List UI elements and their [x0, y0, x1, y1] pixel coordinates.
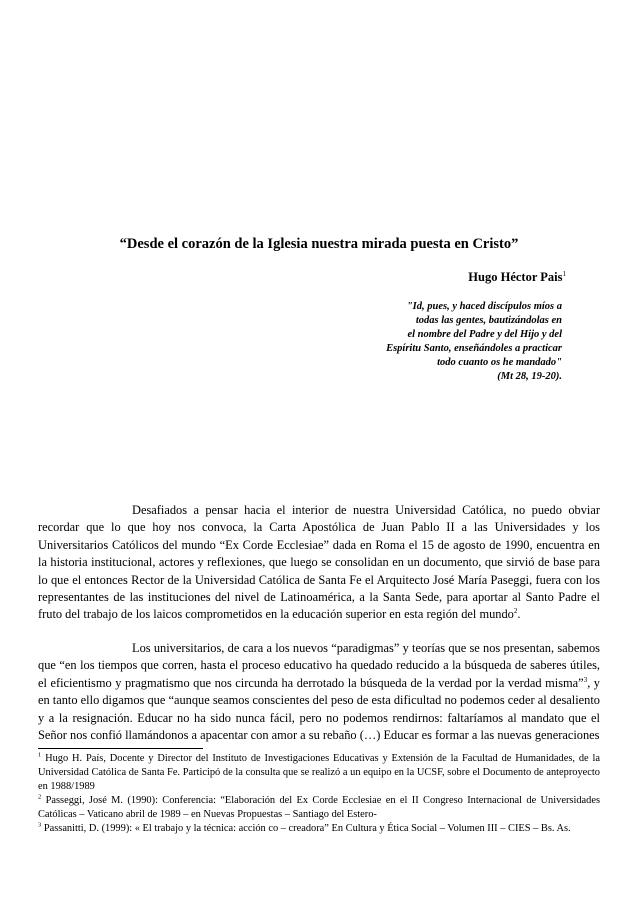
footnote-text: Hugo H. País, Docente y Director del Instituto de Investigaciones Educativas y Extensión de la Facultad de Humanidades, de la Universidad Católica de Santa Fe. Participó de la consulta que se realizó a un equipo en la UCSF, sobre el Documento de anteproyecto en 1988/1989: [38, 753, 600, 792]
epigraph-line: todas las gentes, bautizándolas en: [415, 315, 562, 326]
footnote-ref-3: 3: [583, 675, 588, 684]
epigraph-line: Espíritu Santo, enseñándoles a practicar: [386, 343, 562, 354]
footnote-2: [38, 794, 600, 822]
body-paragraph-2: [38, 640, 600, 744]
epigraph-line: el nombre del Padre y del Hijo y del: [407, 329, 562, 340]
epigraph-line: "Id, pues, y haced discípulos míos a: [406, 301, 562, 312]
footnote-3: [38, 822, 600, 836]
paragraph-text: [38, 640, 600, 744]
paragraph-text: [38, 502, 600, 624]
epigraph: [322, 300, 562, 384]
epigraph-citation: (Mt 28, 19-20).: [497, 371, 562, 382]
footnote-ref-2: 2: [513, 607, 518, 616]
paragraph-2-text-a: Los universitarios, de cara a los nuevos “paradigmas” y teorías que se nos presentan, sabemos que “en los tiempos que corren, hasta el proceso educativo ha quedado reducido a la búsqueda de saberes útiles, el eficientismo y pragmatismo que nos circunda ha derrotado la búsqueda de la verdad por la verdad misma”: [38, 641, 600, 690]
footnote-mark: 1: [38, 751, 42, 759]
footnote-1: [38, 752, 600, 794]
footnotes: [38, 752, 600, 836]
footnote-text: Passeggi, José M. (1990): Conferencia: “Elaboración del Ex Corde Ecclesiae en el II Congreso Internacional de Universidades Católicas – Vaticano abril de 1989 – en Nuevas Propuestas – Santiago del Estero-: [38, 795, 600, 820]
author-line: [468, 270, 566, 285]
paragraph-1-text: Desafiados a pensar hacia el interior de nuestra Universidad Católica, no puedo obviar recordar que lo que hoy nos convoca, la Carta Apostólica de Juan Pablo II a las Universidades y los Universitarios Católicos del mundo “Ex Corde Ecclesiae” dada en Roma el 15 de agosto de 1990, encuentra en la historia institucional, actores y reflexiones, que luego se consolidan en un documento, que sirvió de base para lo que el entonces Rector de la Universidad Católica de Santa Fe el Arquitecto José María Paseggi, fuera con los representantes de las instituciones del nivel de Latinoamérica, a la Santa Sede, para aportar al Santo Padre el fruto del trabajo de los laicos comprometidos en la educación superior en esta región del mundo: [38, 503, 600, 622]
author-note-mark: 1: [562, 270, 566, 278]
paragraph-1-end: .: [517, 607, 521, 622]
paragraph-2-text-b: , y en tanto ello digamos que “aunque seamos conscientes del peso de esta dificultad no podemos ceder al desaliento y a la resignación. Educar no ha sido nunca fácil, pero no podemos rendirnos: faltaríamos al mandato que el Señor nos confió llamándonos a apacentar con amor a su rebaño (…) Educar es formar a las nuevas generaciones: [38, 675, 601, 743]
document-title: “Desde el corazón de la Iglesia nuestra mirada puesta en Cristo”: [119, 236, 519, 252]
footnote-separator: [38, 748, 203, 749]
footnote-mark: 2: [38, 793, 42, 801]
author-name: Hugo Héctor Pais: [468, 270, 563, 285]
body-paragraph-1: [38, 502, 600, 624]
footnote-text: Passanitti, D. (1999): « El trabajo y la técnica: acción co – creadora” En Cultura y Ética Social – Volumen III – CIES – Bs. As.: [41, 823, 571, 834]
epigraph-line: todo cuanto os he mandado": [437, 357, 562, 368]
footnote-mark: 3: [38, 821, 42, 829]
